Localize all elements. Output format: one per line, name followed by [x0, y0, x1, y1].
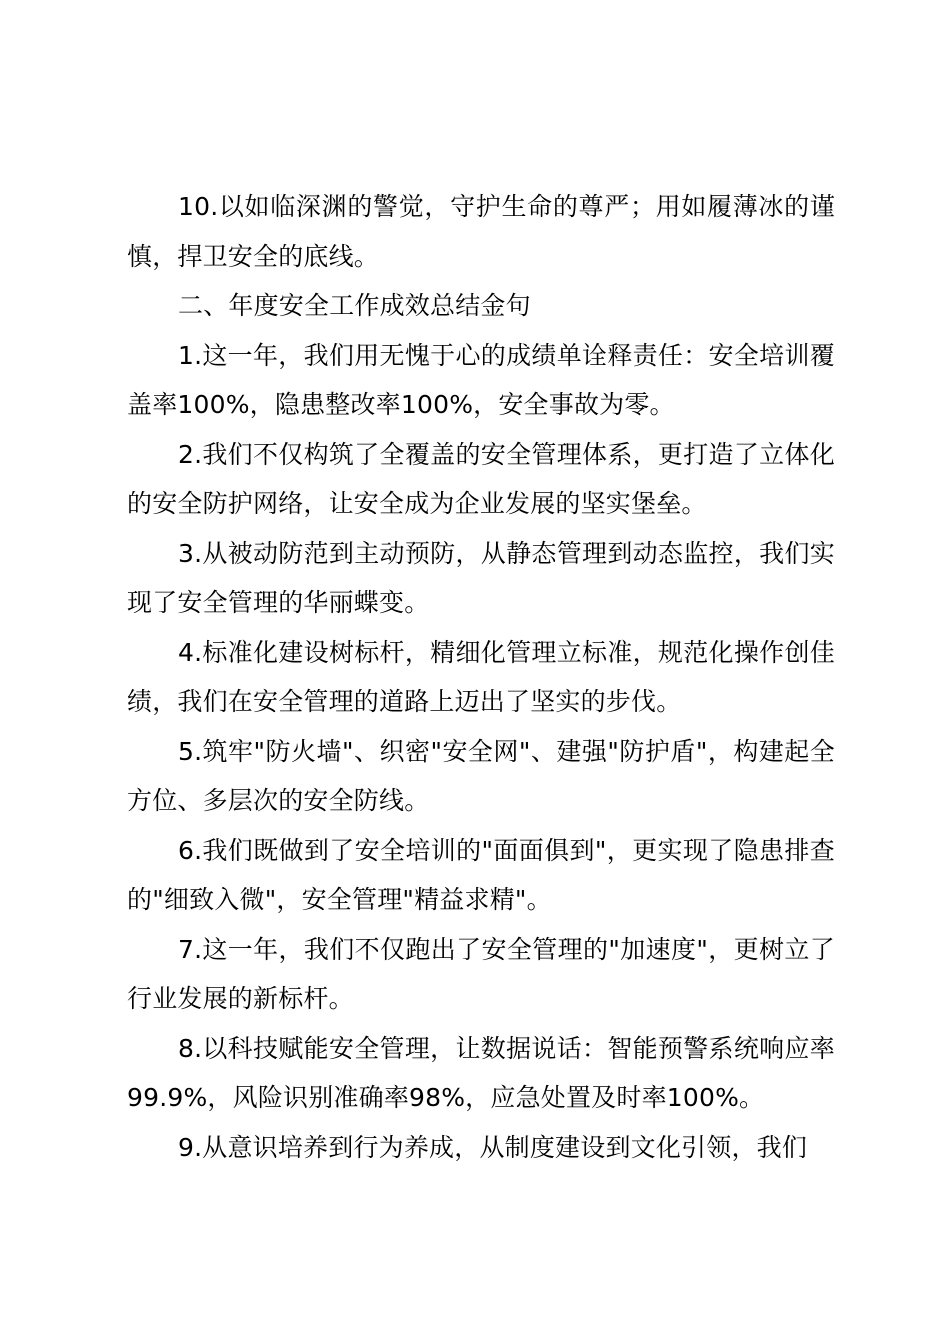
- paragraph-item-10: 10.以如临深渊的警觉，守护生命的尊严；用如履薄冰的谨慎，捍卫安全的底线。: [127, 192, 835, 271]
- paragraph-item-4: 4.标准化建设树标杆，精细化管理立标准，规范化操作创佳绩，我们在安全管理的道路上迈出了坚实的步伐。: [127, 637, 835, 716]
- section-heading: 二、年度安全工作成效总结金句: [178, 291, 531, 320]
- paragraph-item-2: 2.我们不仅构筑了全覆盖的安全管理体系，更打造了立体化的安全防护网络，让安全成为企业发展的坚实堡垒。: [127, 439, 835, 518]
- paragraph-item-8: 8.以科技赋能安全管理，让数据说话：智能预警系统响应率99.9%，风险识别准确率98%，应急处置及时率100%。: [127, 1033, 835, 1112]
- paragraph-item-5: 5.筑牢"防火墙"、织密"安全网"、建强"防护盾"，构建起全方位、多层次的安全防线。: [127, 736, 835, 815]
- paragraph-item-3: 3.从被动防范到主动预防，从静态管理到动态监控，我们实现了安全管理的华丽蝶变。: [127, 538, 835, 617]
- paragraph-item-7: 7.这一年，我们不仅跑出了安全管理的"加速度"，更树立了行业发展的新标杆。: [127, 934, 835, 1013]
- paragraph-item-1: 1.这一年，我们用无愧于心的成绩单诠释责任：安全培训覆盖率100%，隐患整改率100%，安全事故为零。: [127, 340, 835, 419]
- paragraph-item-9: 9.从意识培养到行为养成，从制度建设到文化引领，我们: [178, 1132, 808, 1162]
- paragraph-item-6: 6.我们既做到了安全培训的"面面俱到"，更实现了隐患排查的"细致入微"，安全管理"精益求精"。: [127, 835, 835, 914]
- document-body: [127, 182, 835, 1172]
